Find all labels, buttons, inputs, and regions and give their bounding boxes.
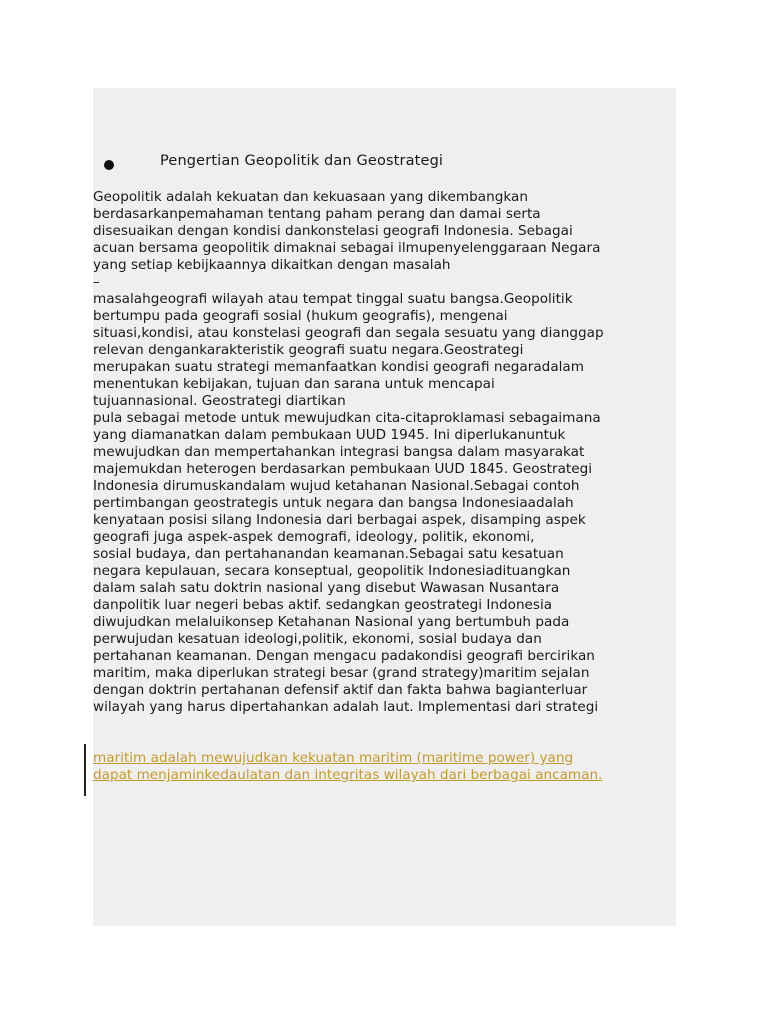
- body-line: yang setiap kebijkaannya dikaitkan dengan masalah: [93, 257, 451, 273]
- body-line: Geopolitik adalah kekuatan dan kekuasaan yang dikembangkan: [93, 189, 528, 205]
- body-line: masalahgeografi wilayah atau tempat tinggal suatu bangsa.Geopolitik: [93, 291, 573, 307]
- body-line: mewujudkan dan mempertahankan integrasi bangsa dalam masyarakat: [93, 444, 585, 460]
- body-line: sosial budaya, dan pertahanandan keamanan.Sebagai satu kesatuan: [93, 546, 564, 562]
- body-line: acuan bersama geopolitik dimaknai sebagai ilmupenyelenggaraan Negara: [93, 240, 601, 256]
- body-line: merupakan suatu strategi memanfaatkan kondisi geografi negaradalam: [93, 359, 584, 375]
- body-line: relevan dengankarakteristik geografi suatu negara.Geostrategi: [93, 342, 524, 358]
- link-line[interactable]: dapat menjaminkedaulatan dan integritas wilayah dari berbagai ancaman.: [93, 767, 603, 783]
- body-line: kenyataan posisi silang Indonesia dari berbagai aspek, disamping aspek: [93, 512, 586, 528]
- bullet-icon: [104, 160, 114, 170]
- body-line: situasi,kondisi, atau konstelasi geografi dan segala sesuatu yang dianggap: [93, 325, 604, 341]
- body-line: menentukan kebijakan, tujuan dan sarana untuk mencapai: [93, 376, 495, 392]
- body-line: dalam salah satu doktrin nasional yang disebut Wawasan Nusantara: [93, 580, 560, 596]
- body-line: diwujudkan melaluikonsep Ketahanan Nasional yang bertumbuh pada: [93, 614, 570, 630]
- body-line: bertumpu pada geografi sosial (hukum geografis), mengenai: [93, 308, 508, 324]
- body-line: dengan doktrin pertahanan defensif aktif dan fakta bahwa bagianterluar: [93, 682, 588, 698]
- document-heading: Pengertian Geopolitik dan Geostrategi: [160, 153, 444, 169]
- text-cursor-bar: [84, 744, 86, 796]
- body-line: majemukdan heterogen berdasarkan pembukaan UUD 1845. Geostrategi: [93, 461, 593, 477]
- body-line: geografi juga aspek-aspek demografi, ideology, politik, ekonomi,: [93, 529, 535, 545]
- body-line: Indonesia dirumuskandalam wujud ketahanan Nasional.Sebagai contoh: [93, 478, 580, 494]
- body-line: disesuaikan dengan kondisi dankonstelasi geografi Indonesia. Sebagai: [93, 223, 573, 239]
- body-line: –: [93, 274, 100, 290]
- link-line[interactable]: maritim adalah mewujudkan kekuatan maritim (maritime power) yang: [93, 750, 574, 766]
- body-line: pertahanan keamanan. Dengan mengacu padakondisi geografi bercirikan: [93, 648, 595, 664]
- document-body: [93, 189, 683, 784]
- paragraph-gap: [93, 716, 683, 750]
- body-line: pula sebagai metode untuk mewujudkan cita-citaproklamasi sebagaimana: [93, 410, 601, 426]
- body-line: yang diamanatkan dalam pembukaan UUD 1945. Ini diperlukanuntuk: [93, 427, 566, 443]
- body-line: wilayah yang harus dipertahankan adalah laut. Implementasi dari strategi: [93, 699, 599, 715]
- body-line: tujuannasional. Geostrategi diartikan: [93, 393, 346, 409]
- body-line: danpolitik luar negeri bebas aktif. sedangkan geostrategi Indonesia: [93, 597, 553, 613]
- body-line: perwujudan kesatuan ideologi,politik, ekonomi, sosial budaya dan: [93, 631, 542, 647]
- body-line: pertimbangan geostrategis untuk negara dan bangsa Indonesiaadalah: [93, 495, 574, 511]
- body-line: berdasarkanpemahaman tentang paham perang dan damai serta: [93, 206, 541, 222]
- body-line: maritim, maka diperlukan strategi besar (grand strategy)maritim sejalan: [93, 665, 590, 681]
- body-line: negara kepulauan, secara konseptual, geopolitik Indonesiadituangkan: [93, 563, 571, 579]
